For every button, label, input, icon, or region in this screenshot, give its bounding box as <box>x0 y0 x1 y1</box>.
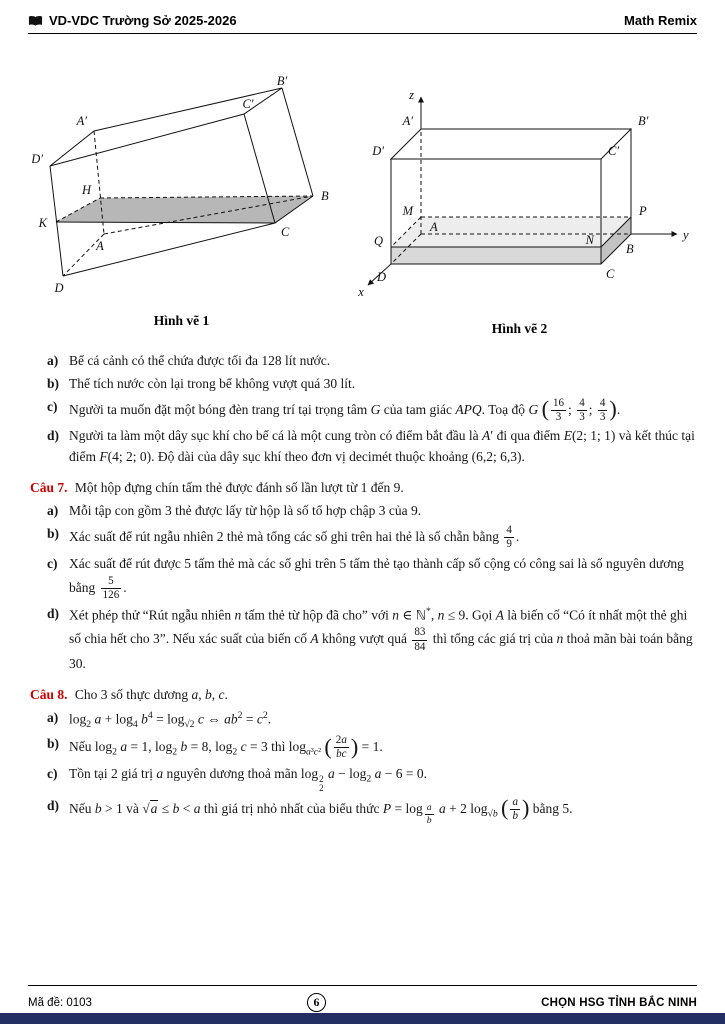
question-6-options <box>30 351 695 468</box>
fig2-labels <box>357 88 689 299</box>
fig1-label-c: C <box>280 225 289 239</box>
option-text: Thể tích nước còn lại trong bể không vượt quá 30 lít. <box>69 375 356 391</box>
footer-right-text: CHỌN HSG TỈNH BẮC NINH <box>541 996 697 1009</box>
option-label: a) <box>47 709 59 725</box>
question-7 <box>30 478 695 675</box>
fig2-label-y-axis: y <box>682 228 689 242</box>
q7-option-d <box>30 604 695 675</box>
option-text: Mỗi tập con gồm 3 thẻ được lấy từ hộp là số tổ hợp chập 3 của 9. <box>69 503 422 519</box>
figure-2-drawing <box>346 84 694 312</box>
q8-option-b <box>30 734 695 762</box>
fig1-label-b-prime: B′ <box>276 76 287 88</box>
question-7-heading <box>30 478 695 499</box>
page-footer <box>0 985 725 1012</box>
question-7-number: Câu 7. <box>30 480 68 496</box>
q7-option-b <box>30 524 695 552</box>
page-number: 6 <box>307 993 326 1012</box>
fig2-label-x-axis: x <box>357 285 364 299</box>
fig2-label-c-prime: C′ <box>607 144 619 158</box>
exam-code: Mã đề: 0103 <box>28 996 92 1009</box>
q8-option-c <box>30 764 695 794</box>
figure-2-caption: Hình vẽ 2 <box>491 321 548 336</box>
option-text: Bể cá cảnh có thể chứa được tối đa 128 lít nước. <box>69 353 331 368</box>
fig1-labels <box>32 76 329 295</box>
option-label: c) <box>47 398 58 414</box>
option-label: d) <box>47 428 60 444</box>
brand <box>28 13 237 28</box>
option-label: a) <box>47 503 59 519</box>
option-text: Nếu b > 1 và √a ≤ b < a thì giá trị nhỏ nhất của biểu thức P = log $_{\frac{a}{b}}$ a + 2 $\log_{√b}$ ( $\frac{a}{b}$ ) bằng 5. <box>69 795 573 826</box>
option-text: Người ta muốn đặt một bóng đèn trang trí tại trọng tâm G của tam giác APQ. Toạ độ G ( $\frac{16}{3}$ ; $\frac{4}{3}$ ; $\frac{4}{3}$ ). <box>69 396 621 424</box>
fig2-label-p: P <box>638 204 647 218</box>
question-8-number: Câu 8. <box>30 686 68 702</box>
q6-option-d <box>30 426 695 468</box>
fig2-label-z-axis: z <box>408 88 414 102</box>
option-text: Nếu $\log_2 a = 1$, $\log_2 b = 8$, $\log_2 c = 3$ thì $\log_{a^3c^2}$ ( $\frac{2a}{bc}$ ) = 1. <box>69 733 383 761</box>
fig2-label-c: C <box>605 267 614 281</box>
question-8-heading <box>30 685 695 706</box>
brand-text: VD-VDC Trường Sở 2025-2026 <box>49 13 237 28</box>
fig1-label-k: K <box>38 216 47 230</box>
fig1-label-a-prime: A′ <box>76 114 87 128</box>
fig1-label-h: H <box>81 183 91 197</box>
option-text: $\log_2 a + \log_4 b^4 = \log_{√2} c$ ⇔ $ab^2 = c^2$. <box>69 709 272 731</box>
footer-accent-bar <box>0 1013 725 1024</box>
option-label: a) <box>47 353 59 368</box>
footer-rule <box>28 985 697 986</box>
figure-1 <box>32 76 332 329</box>
fig2-label-a-prime: A′ <box>402 114 413 128</box>
fig1-water-surface <box>56 196 313 223</box>
fig1-solid-edges <box>50 88 313 276</box>
option-text: Xác suất để rút ngẫu nhiên 2 thẻ mà tổng các số ghi trên hai thẻ là số chẵn bằng $\frac{4}{9}$ . <box>69 524 520 551</box>
option-text: Người ta làm một dây sục khí cho bể cá là một cung tròn có điểm bắt đầu là A′ đi qua điểm E(2; 1; 1) và kết thúc tại điểm F(4; 2; 0). Độ dài của dây sục khí theo đơn vị decimét thuộc khoảng (6,2; 6,3). <box>69 428 695 465</box>
header-right-text: Math Remix <box>624 13 697 28</box>
option-label: d) <box>47 606 60 622</box>
option-label: b) <box>47 526 60 542</box>
fig2-label-m: M <box>402 204 413 218</box>
q6-option-b <box>30 374 695 395</box>
fig1-label-a: A <box>95 239 104 253</box>
option-text: Xác suất để rút được 5 tấm thẻ mà các số ghi trên 5 tấm thẻ tạo thành cấp số cộng có công sai là số nguyên dương bằng $\frac{5}{126}$ . <box>69 555 684 601</box>
book-icon <box>28 15 43 27</box>
figures-row <box>0 76 725 337</box>
fig1-label-c-prime: C′ <box>241 97 254 111</box>
fig2-water-slab <box>391 217 631 264</box>
fig2-label-b-prime: B′ <box>637 114 648 128</box>
question-7-intro: Một hộp đựng chín tấm thẻ được đánh số lần lượt từ 1 đến 9. <box>74 480 404 496</box>
option-label: b) <box>47 375 60 391</box>
fig2-label-d: D <box>376 270 386 284</box>
fig2-label-a: A <box>429 220 438 234</box>
option-text: Tồn tại 2 giá trị a nguyên dương thoả mãn log 2 2 $a - \log_2 a - 6 = 0$. <box>69 765 427 794</box>
fig2-label-q: Q <box>373 234 383 248</box>
q7-option-a <box>30 501 695 522</box>
fig2-label-b: B <box>625 242 634 256</box>
option-label: c) <box>47 555 58 571</box>
figure-1-drawing <box>32 76 332 304</box>
question-8 <box>30 685 695 826</box>
fig1-label-d-prime: D′ <box>31 152 43 166</box>
figure-2 <box>346 84 694 337</box>
figure-1-caption: Hình vẽ 1 <box>153 313 210 328</box>
q7-option-c <box>30 554 695 602</box>
fig1-label-b: B <box>320 189 329 203</box>
q6-option-a <box>30 351 695 372</box>
footer-row <box>0 993 725 1012</box>
question-8-intro: Cho 3 số thực dương a, b, c. <box>74 686 228 702</box>
fig2-label-d-prime: D′ <box>371 144 384 158</box>
q8-option-a <box>30 708 695 732</box>
option-text: Xét phép thử “Rút ngẫu nhiên n tấm thẻ từ hộp đã cho” với n ∈ ℕ*, n ≤ 9. Gọi A là biến cố “Có ít nhất một thẻ ghi số chia hết cho 3”. Nếu xác suất của biến cố A không vượt quá $\frac{83}{84}$ thì tổng các giá trị của n thoả mãn bài toán bằng 30. <box>69 606 693 671</box>
page-header <box>0 0 725 28</box>
header-rule <box>28 33 697 34</box>
option-label: b) <box>47 736 60 752</box>
option-label: d) <box>47 797 60 813</box>
option-label: c) <box>47 765 58 781</box>
q8-option-d <box>30 796 695 826</box>
q6-option-c <box>30 397 695 425</box>
fig2-label-n: N <box>585 233 594 247</box>
document-body <box>0 337 725 826</box>
fig1-label-d: D <box>53 281 64 295</box>
